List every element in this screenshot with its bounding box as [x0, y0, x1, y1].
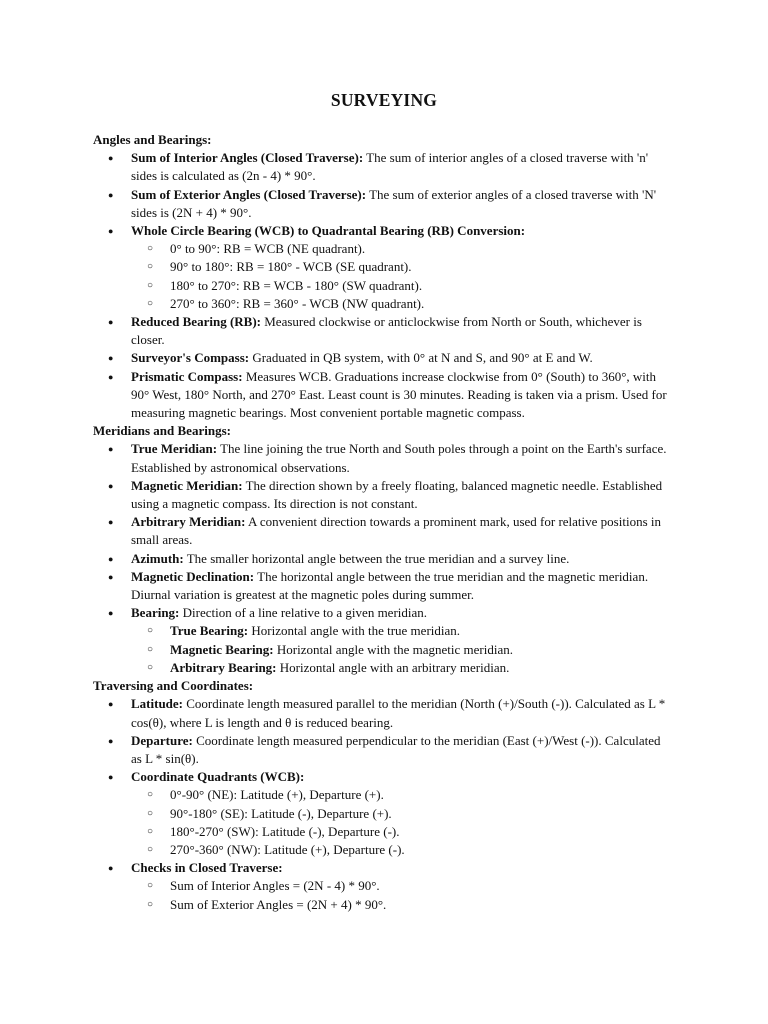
- list-item: [131, 477, 673, 513]
- item-text: Measured clockwise or anticlockwise from North or South, whichever is closer.: [131, 314, 642, 348]
- item-term: Arbitrary Bearing:: [170, 659, 277, 675]
- sub-list-item: [170, 622, 673, 640]
- item-text: The sum of exterior angles of a closed traverse with 'N' sides is (2N + 4) * 90°.: [131, 186, 657, 220]
- item-text: 180° to 270°: RB = WCB - 180° (SW quadrant).: [170, 277, 423, 293]
- list-item: [131, 222, 673, 313]
- sub-list-item: [170, 805, 673, 823]
- item-text: The sum of interior angles of a closed traverse with 'n' sides is calculated as (2n - 4) * 90°.: [131, 150, 649, 184]
- item-text: Coordinate length measured parallel to the meridian (North (+)/South (-)). Calculated as L * cos(θ), where L is length and θ is reduced bearing.: [131, 696, 666, 730]
- item-text: Sum of Exterior Angles = (2N + 4) * 90°.: [170, 896, 387, 912]
- item-term: Sum of Interior Angles (Closed Traverse):: [131, 150, 364, 166]
- item-text: Coordinate length measured perpendicular to the meridian (East (+)/West (-)). Calculated as L * sin(θ).: [131, 732, 661, 766]
- item-text: Graduated in QB system, with 0° at N and S, and 90° at E and W.: [249, 350, 593, 366]
- list-item: [131, 768, 673, 859]
- document-body: [93, 131, 673, 914]
- sub-list-item: [170, 240, 673, 258]
- item-term: Azimuth:: [131, 550, 184, 566]
- bullet-list: [93, 695, 673, 913]
- list-item: [131, 859, 673, 914]
- sub-list-item: [170, 841, 673, 859]
- list-item: [131, 349, 673, 367]
- list-item: [131, 186, 673, 222]
- list-item: [131, 604, 673, 677]
- sub-list: [131, 786, 673, 859]
- item-term: Prismatic Compass:: [131, 368, 243, 384]
- section-meridians-and-bearings: [93, 422, 673, 677]
- item-term: Whole Circle Bearing (WCB) to Quadrantal Bearing (RB) Conversion:: [131, 223, 526, 239]
- sub-list: [131, 622, 673, 677]
- item-text: 0°-90° (NE): Latitude (+), Departure (+).: [170, 787, 384, 803]
- sub-list-item: [170, 659, 673, 677]
- sub-list-item: [170, 277, 673, 295]
- list-item: [131, 695, 673, 731]
- item-term: Coordinate Quadrants (WCB):: [131, 769, 305, 785]
- item-text: 90°-180° (SE): Latitude (-), Departure (+).: [170, 805, 392, 821]
- item-text: A convenient direction towards a prominent mark, used for relative positions in small areas.: [131, 514, 661, 548]
- sub-list-item: [170, 295, 673, 313]
- item-text: 90° to 180°: RB = 180° - WCB (SE quadrant).: [170, 259, 412, 275]
- item-text: 180°-270° (SW): Latitude (-), Departure (-).: [170, 823, 400, 839]
- sub-list: [131, 240, 673, 313]
- item-text: Horizontal angle with the magnetic meridian.: [273, 641, 513, 657]
- sub-list: [131, 877, 673, 913]
- item-text: 270°-360° (NW): Latitude (+), Departure (-).: [170, 841, 405, 857]
- list-item: [131, 513, 673, 549]
- item-term: Departure:: [131, 732, 193, 748]
- item-text: The horizontal angle between the true meridian and the magnetic meridian. Diurnal variation is greatest at the magnetic poles during summer.: [131, 568, 649, 603]
- item-term: True Meridian:: [131, 441, 218, 457]
- item-text: Sum of Interior Angles = (2N - 4) * 90°.: [170, 878, 380, 894]
- sub-list-item: [170, 641, 673, 659]
- item-term: Checks in Closed Traverse:: [131, 860, 283, 876]
- item-term: Magnetic Meridian:: [131, 477, 243, 493]
- item-term: Bearing:: [131, 605, 180, 621]
- page-title: SURVEYING: [330, 90, 438, 110]
- item-text: Horizontal angle with the true meridian.: [248, 623, 461, 639]
- list-item: [131, 149, 673, 185]
- section-heading: Angles and Bearings:: [93, 132, 212, 147]
- list-item: [131, 368, 673, 423]
- item-text: Horizontal angle with an arbitrary meridian.: [276, 659, 510, 675]
- item-term: Sum of Exterior Angles (Closed Traverse):: [131, 186, 367, 202]
- section-heading: Traversing and Coordinates:: [93, 678, 254, 694]
- section-angles-and-bearings: [93, 131, 673, 422]
- item-term: Surveyor's Compass:: [131, 350, 250, 366]
- item-text: 0° to 90°: RB = WCB (NE quadrant).: [170, 241, 366, 257]
- list-item: [131, 732, 673, 768]
- item-text: Measures WCB. Graduations increase clockwise from 0° (South) to 360°, with 90° West, 180° North, and 270° East. Least count is 30 minutes. Reading is taken via a prism. Used for measuring magnetic bearings. Most convenient portable magnetic compass.: [131, 368, 667, 421]
- item-text: Direction of a line relative to a given meridian.: [179, 605, 428, 621]
- item-text: The smaller horizontal angle between the true meridian and a survey line.: [183, 550, 570, 566]
- item-text: 270° to 360°: RB = 360° - WCB (NW quadrant).: [170, 295, 425, 311]
- sub-list-item: [170, 823, 673, 841]
- item-term: Magnetic Bearing:: [170, 641, 274, 657]
- sub-list-item: [170, 877, 673, 895]
- list-item: [131, 550, 673, 568]
- sub-list-item: [170, 258, 673, 276]
- bullet-list: [93, 149, 673, 422]
- item-term: Magnetic Declination:: [131, 568, 255, 584]
- section-traversing-and-coordinates: [93, 677, 673, 914]
- item-term: Latitude:: [131, 696, 183, 712]
- bullet-list: [93, 440, 673, 677]
- item-text: The direction shown by a freely floating, balanced magnetic needle. Established using a magnetic compass. Its direction is not constant.: [131, 477, 663, 512]
- item-term: Arbitrary Meridian:: [131, 514, 246, 530]
- item-text: The line joining the true North and South poles through a point on the Earth's surface. Established by astronomical observations.: [131, 441, 667, 475]
- list-item: [131, 440, 673, 476]
- list-item: [131, 313, 673, 349]
- section-heading: Meridians and Bearings:: [93, 423, 231, 439]
- item-term: True Bearing:: [170, 623, 249, 639]
- sub-list-item: [170, 786, 673, 804]
- item-term: Reduced Bearing (RB):: [131, 314, 261, 330]
- sub-list-item: [170, 896, 673, 914]
- list-item: [131, 568, 673, 604]
